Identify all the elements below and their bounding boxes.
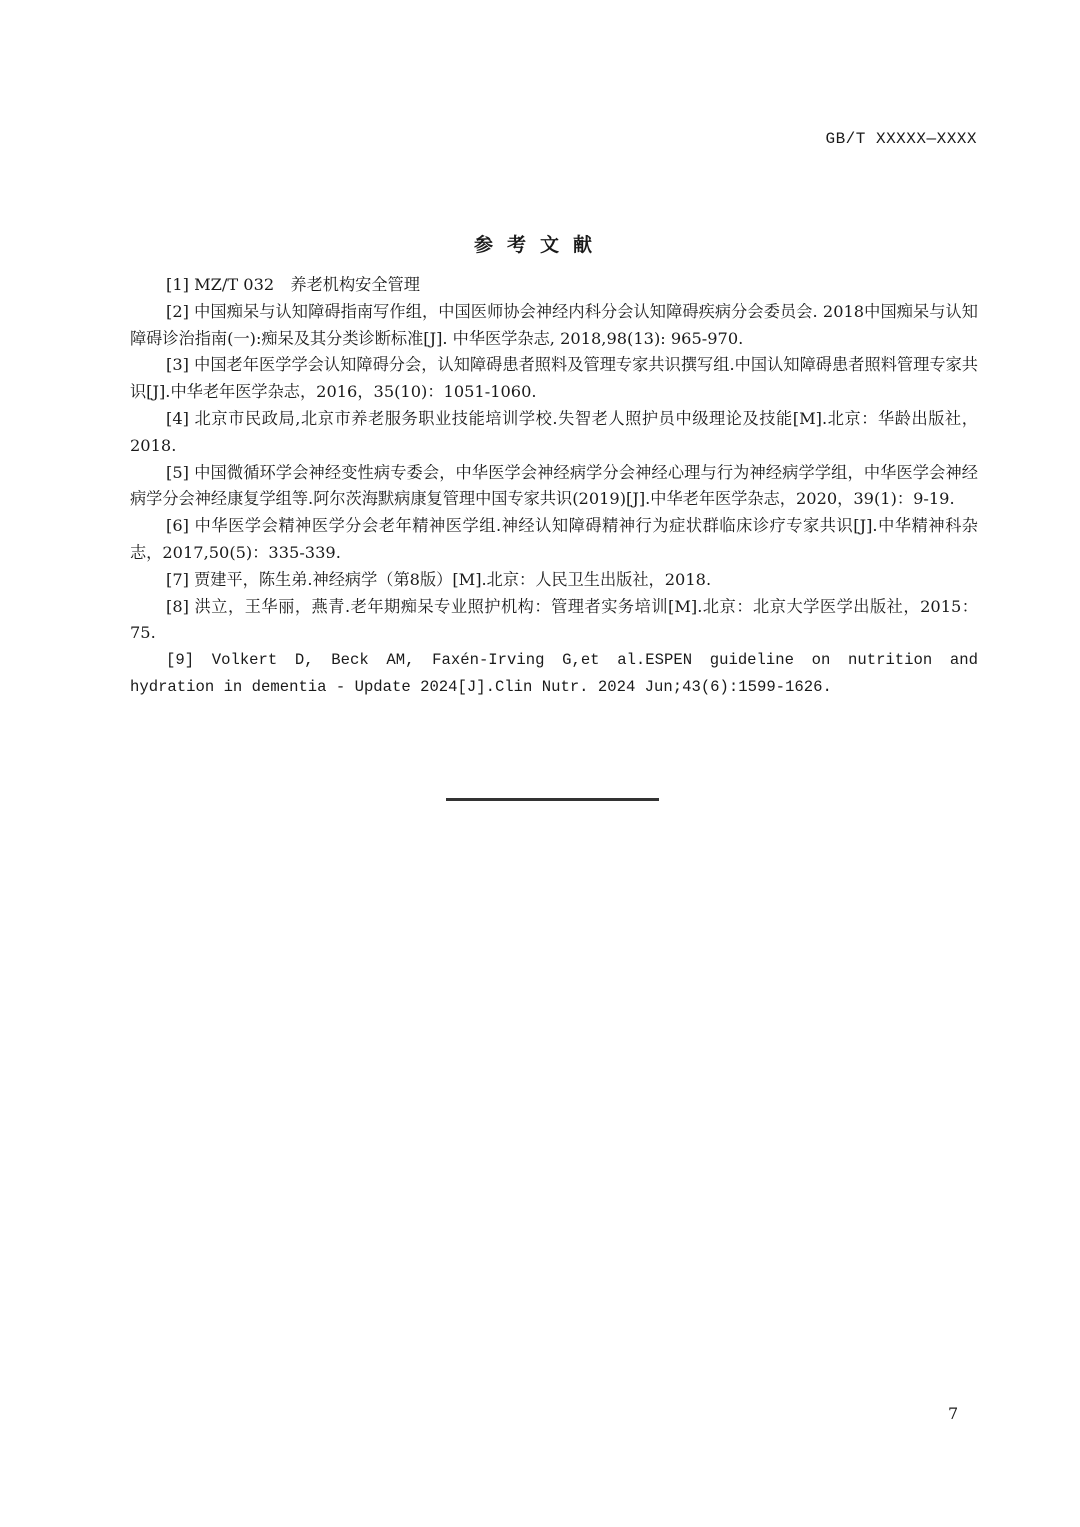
reference-item: [5] 中国微循环学会神经变性病专委会，中华医学会神经病学分会神经心理与行为神经病学学组，中华医学会神经病学分会神经康复学组等.阿尔茨海默病康复管理中国专家共识(2019)[J].中华老年医学杂志，2020，39(1)：9-19. — [130, 462, 978, 509]
page-number: 7 — [948, 1404, 959, 1423]
reference-item: [6] 中华医学会精神医学分会老年精神医学组.神经认知障碍精神行为症状群临床诊疗专家共识[J].中华精神科杂志，2017,50(5)：335-339. — [130, 516, 978, 562]
reference-item: [3] 中国老年医学学会认知障碍分会，认知障碍患者照料及管理专家共识撰写组.中国认知障碍患者照料管理专家共识[J].中华老年医学杂志，2016，35(10)：1051-1060. — [130, 355, 978, 402]
end-divider — [446, 798, 659, 801]
page-title: 参考文献 — [473, 234, 606, 256]
reference-item: [1] MZ/T 032 养老机构安全管理 — [166, 275, 420, 294]
reference-item: [4] 北京市民政局,北京市养老服务职业技能培训学校.失智老人照护员中级理论及技能[M].北京：华龄出版社，2018. — [130, 408, 978, 455]
reference-list — [130, 272, 978, 701]
reference-item: [8] 洪立，王华丽，燕青.老年期痴呆专业照护机构：管理者实务培训[M].北京：北京大学医学出版社，2015：75. — [130, 596, 978, 643]
reference-item: [2] 中国痴呆与认知障碍指南写作组，中国医师协会神经内科分会认知障碍疾病分会委员会. 2018中国痴呆与认知障碍诊治指南(一):痴呆及其分类诊断标准[J]. 中华医学杂志, 2018,98(13): 965-970. — [130, 301, 978, 348]
reference-item: [9] Volkert D, Beck AM, Faxén-Irving G,et al.ESPEN guideline on nutrition and hydration in dementia - Update 2024[J].Clin Nutr. 2024 Jun;43(6):1599-1626. — [130, 651, 978, 696]
reference-item: [7] 贾建平，陈生弟.神经病学（第8版）[M].北京：人民卫生出版社，2018. — [166, 569, 712, 589]
standard-code-header: GB/T XXXXX—XXXX — [825, 130, 977, 148]
